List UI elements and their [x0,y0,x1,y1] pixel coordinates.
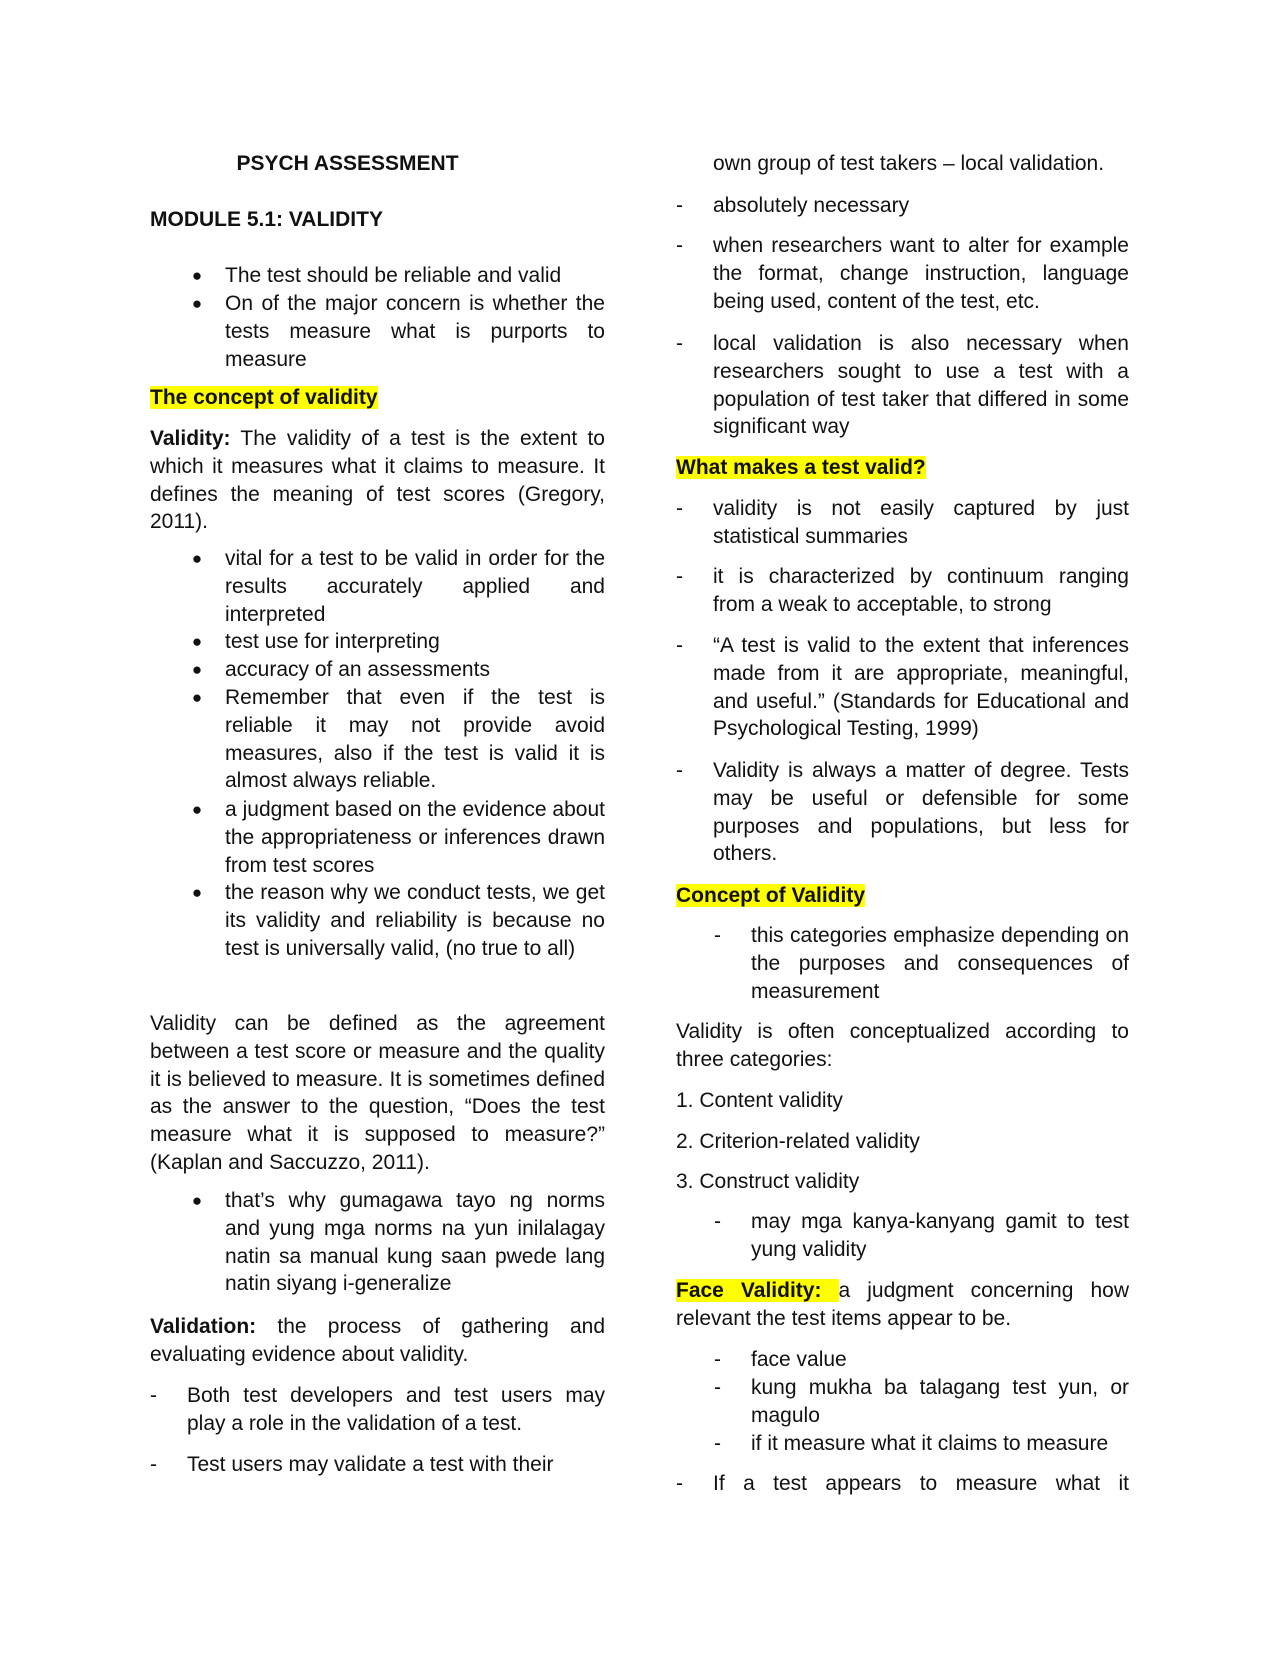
term-label: Validation: [150,1315,257,1338]
bullet-glyph: ● [191,632,203,651]
document-title: PSYCH ASSESSMENT [236,152,459,175]
list-item: it is characterized by continuum ranging from a weak to acceptable, to strong [713,565,1129,616]
list-item: validity is not easily captured by just statistical summaries [713,497,1129,548]
dash-glyph: - [714,1348,721,1371]
dash-glyph: - [676,1472,683,1495]
definition-text: a judgment concerning how relevant the test items appear to be. [676,1279,1129,1330]
section-heading [676,454,1129,482]
bullet-glyph: ● [191,549,203,568]
term-label: Face Validity: [676,1279,839,1302]
bullet-glyph: ● [191,883,203,902]
validity-definition [150,425,605,536]
list-item: The test should be reliable and valid [225,264,562,287]
bullet-glyph: ● [191,266,203,285]
list-item: 1. Content validity [676,1089,843,1112]
bullet-glyph: ● [191,688,203,707]
list-item: Remember that even if the test is reliable it may not provide avoid measures, also if the test is valid it is almost always reliable. [225,686,605,793]
term-label: Validity: [150,427,231,450]
list-item: test use for interpreting [225,630,440,653]
dash-glyph: - [676,565,683,588]
bullet-glyph: ● [191,660,203,679]
list-item: if it measure what it claims to measure [751,1432,1109,1455]
definition-text: the process of gathering and evaluating evidence about validity. [150,1315,605,1366]
section-heading [150,384,605,412]
dash-glyph: - [150,1453,157,1476]
dash-glyph: - [676,194,683,217]
dash-glyph: - [676,759,683,782]
bullet-glyph: ● [191,800,203,819]
three-categories-paragraph: Validity is often conceptualized according to three categories: [676,1020,1129,1071]
list-item: If a test appears to measure what it [713,1472,1129,1495]
list-item: local validation is also necessary when researchers sought to use a test with a population of test taker that differed in some significant way [713,332,1129,439]
validation-definition [150,1313,605,1369]
list-item: 2. Criterion-related validity [676,1130,920,1153]
list-item: kung mukha ba talagang test yun, or magulo [751,1376,1129,1427]
list-item: face value [751,1348,847,1371]
list-item: this categories emphasize depending on the purposes and consequences of measurement [751,924,1129,1003]
list-item: Validity is always a matter of degree. Tests may be useful or defensible for some purposes and populations, but less for others. [713,759,1129,866]
list-item: accuracy of an assessments [225,658,490,681]
dash-glyph: - [676,234,683,257]
list-item: a judgment based on the evidence about the appropriateness or inferences drawn from test scores [225,798,605,877]
list-item: when researchers want to alter for example the format, change instruction, language being used, content of the test, etc. [713,234,1129,313]
list-item: Test users may validate a test with their [187,1453,554,1476]
dash-glyph: - [676,634,683,657]
bullet-glyph: ● [191,1191,203,1210]
agreement-paragraph: Validity can be defined as the agreement between a test score or measure and the quality it is believed to measure. It is sometimes defined as the answer to the question, “Does the test measure what it is supposed to measure?” (Kaplan and Saccuzzo, 2011). [150,1012,605,1174]
highlighted-heading: What makes a test valid? [676,456,926,479]
dash-glyph: - [714,1376,721,1399]
section-heading [676,882,1129,910]
list-item: Both test developers and test users may play a role in the validation of a test. [187,1384,605,1435]
dash-glyph: - [714,924,721,947]
list-item: absolutely necessary [713,194,910,217]
list-item: “A test is valid to the extent that inferences made from it are appropriate, meaningful, and useful.” (Standards for Educational and Psychological Testing, 1999) [713,634,1129,741]
bullet-glyph: ● [191,294,203,313]
dash-glyph: - [714,1432,721,1455]
list-item: may mga kanya-kanyang gamit to test yung validity [751,1210,1129,1261]
dash-glyph: - [676,332,683,355]
module-heading: MODULE 5.1: VALIDITY [150,208,383,231]
definition-text: The validity of a test is the extent to which it measures what it claims to measure. It defines the meaning of test scores (Gregory, 2011). [150,427,605,534]
dash-glyph: - [676,497,683,520]
list-item: On of the major concern is whether the tests measure what is purports to measure [225,292,605,371]
highlighted-heading: Concept of Validity [676,884,866,907]
highlighted-heading: The concept of validity [150,386,378,409]
dash-glyph: - [714,1210,721,1233]
list-item: 3. Construct validity [676,1170,860,1193]
list-item: vital for a test to be valid in order for the results accurately applied and interpreted [225,547,605,626]
list-item: that’s why gumagawa tayo ng norms and yung mga norms na yun inilalagay natin sa manual kung saan pwede lang natin siyang i-generalize [225,1189,605,1296]
face-validity-definition [676,1277,1129,1333]
continuation-text: own group of test takers – local validation. [713,152,1105,175]
list-item: the reason why we conduct tests, we get its validity and reliability is because no test is universally valid, (no true to all) [225,881,605,960]
dash-glyph: - [150,1384,157,1407]
